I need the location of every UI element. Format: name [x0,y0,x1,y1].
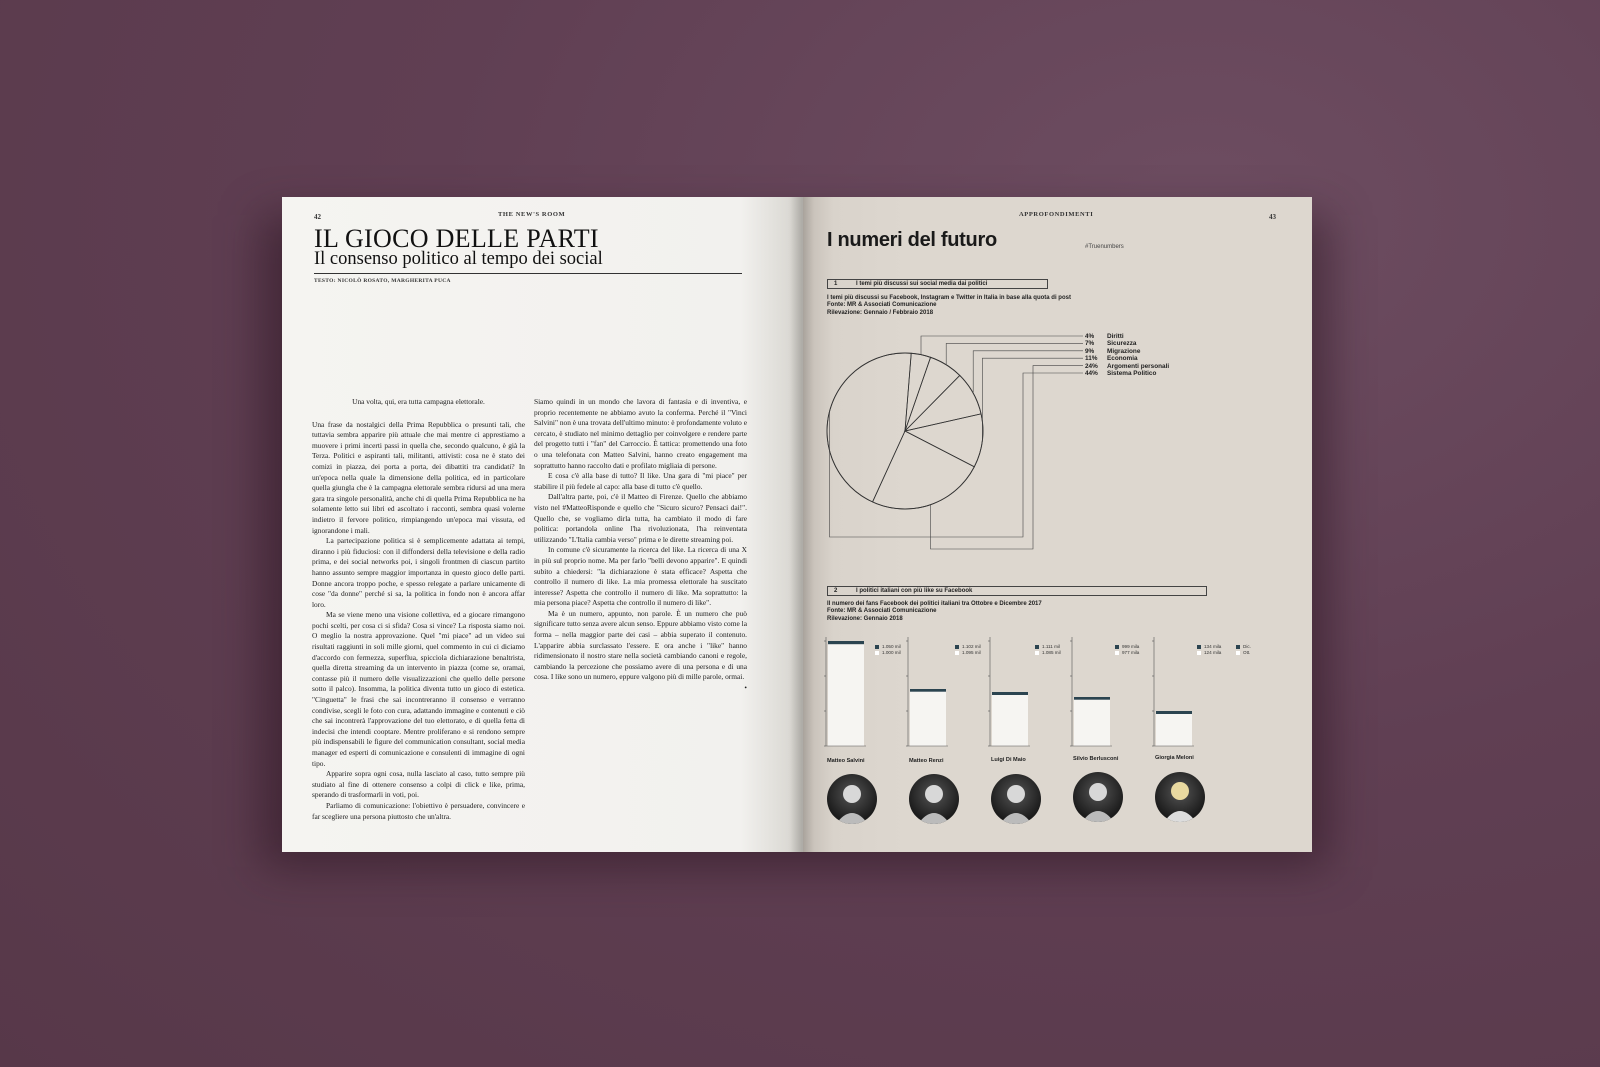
bar-ott [828,644,864,746]
paragraph: In comune c'è sicuramente la ricerca del like. La ricerca di una X in più sul proprio nome. Ma per farlo "belli devono apparire". E quindi subito a chiedersi: "la dichiarazione è stata efficace? Aspetta che controllo il numero di like. La mia promessa elettorale ha suscitato interesse? Aspetta che controllo il numero di like. Ma soprattutto: la mia persona piace? Aspetta che controllo il numero di like". [534,545,747,608]
title-rule [314,273,742,274]
dic-swatch [1236,645,1240,649]
bar-value-dic: 1.102 mil [962,644,981,649]
bar-dic [992,692,1028,695]
bar-value-dic: 134 mila [1204,644,1222,649]
ott-swatch [1197,651,1201,655]
section-2-source: Fonte: MR & Associati Comunicazione [827,608,937,615]
paragraph: Siamo quindi in un mondo che lavora di fantasia e di inventiva, e proprio recentemente ne abbiamo avuto la conferma. Perché il "Vinci Salvini" non è una trovata dell'ultimo minuto: è profondamente voluto e cercato, è studiato nel minimo dettaglio per coinvolgere e rendere parte del progetto tutti i "fan" del Carroccio. È tattica: promettendo una foto o una telefonata con Matteo Salvini, hanno creato engagement ma soprattutto hanno raccolto dati e profilato migliaia di persone. [534,397,747,470]
politician-name: Giorgia Meloni [1155,755,1194,761]
legend-dic: Dic. [1243,644,1251,649]
text-column-1 [312,397,525,837]
text-column-2 [534,397,747,727]
legend-percent: 11% [1085,355,1098,363]
running-header-left: THE NEW'S ROOM [498,211,566,218]
section-2-description: Il numero dei fans Facebook dei politici italiani tra Ottobre e Dicembre 2017 [827,601,1042,607]
bar-value-ott: 1.000 mil [882,650,901,655]
paragraph: Apparire sopra ogni cosa, nulla lasciato al caso, tutto sempre più studiato al fine di ottenere consenso a colpi di click e like, prima, sperando di trasformarli in voti, poi. [312,769,525,800]
dic-swatch [1115,645,1119,649]
infographic-title: I numeri del futuro [827,229,997,251]
avatar [1073,772,1123,822]
bar-value-labels [1035,644,1061,656]
section-1-number: 1 [834,281,838,287]
bar-ott [910,692,946,746]
section-1-survey: Rilevazione: Gennaio / Febbraio 2018 [827,309,934,316]
left-page [282,197,803,852]
bar-ott [1156,714,1192,746]
hashtag: #Truenumbers [1085,244,1124,250]
politician-name: Luigi Di Maio [991,757,1026,763]
bar-dic [1074,697,1110,700]
page-number-right: 43 [1269,213,1276,221]
legend-label: Migrazione [1107,347,1141,355]
paragraph: Dall'altra parte, poi, c'è il Matteo di Firenze. Quello che abbiamo visto nel #MatteoRisponde e quello che "Sicuro sicuro? Pensaci dai!". Quello che, se vogliamo dirla tutta, ha cambiato il modo di fare politica: portandola online l'ha rivoluzionata, l'ha reinventata utilizzando "L'Italia cambia verso" prima e le dirette streaming poi. [534,492,747,544]
legend-percent: 7% [1085,340,1095,348]
dic-swatch [1035,645,1039,649]
politician-name: Silvio Berlusconi [1073,756,1119,762]
person-icon [827,774,877,824]
bar-value-ott: 1.085 mil [1042,650,1061,655]
paragraph: Ma è un numero, appunto, non parole. È un numero che può significare tutto senza avere alcun senso. Eppure abbiamo visto come la forma – nella maggior parte dei casi – abbia superato il contenuto. L'apparire abbia surclassato l'essere. E ora anche i "like" hanno ridimensionato il nostro stare nella società cambiando canoni e regole, cambiando la percezione che possiamo avere di una persona e di una cosa. I like sono un numero, eppure valgono più di mille parole, ormai. [534,608,747,682]
bar-dic [828,641,864,644]
legend-label: Diritti [1107,333,1124,340]
bar-value-ott: 977 mila [1122,650,1140,655]
ott-swatch [955,651,959,655]
section-1-source: Fonte: MR & Associati Comunicazione [827,302,937,309]
legend-label: Argomenti personali [1107,362,1170,370]
legend-label: Sistema Politico [1107,370,1157,378]
bar-dic [910,689,946,692]
person-icon [909,774,959,824]
bar-value-ott: 124 mila [1204,650,1222,655]
dic-swatch [1197,645,1201,649]
avatar [1155,772,1205,822]
legend-percent: 9% [1085,347,1095,355]
legend-ott: Ott. [1243,650,1251,655]
bar-value-labels [955,644,981,656]
ott-swatch [1035,651,1039,655]
legend-percent: 44% [1085,370,1098,378]
article-title: IL GIOCO DELLE PARTI [314,224,599,253]
bar-value-labels [1197,644,1221,656]
avatar [827,774,877,824]
end-mark: • [744,683,747,693]
bar-dic [1156,711,1192,714]
legend-label: Economia [1107,355,1138,363]
person-icon [991,774,1041,824]
section-2-survey: Rilevazione: Gennaio 2018 [827,615,903,622]
legend-percent: 4% [1085,333,1095,340]
bar-value-ott: 1.095 mil [962,650,981,655]
bar-ott [992,695,1028,746]
bar-value-labels [875,644,901,656]
ott-swatch [1115,651,1119,655]
paragraph: La partecipazione politica si è semplicemente adattata ai tempi, diranno i più fiduciosi: con il diffondersi della televisione e della radio prima, e dei social networks poi, i singoli frontmen di ciascun partito hanno assunto sempre maggior importanza in questo gioco delle parti. Donne ancora troppo poche, e spesso relegate a parlare unicamente di cose "da donne" perché si sa, la politica in fondo non è ancora affar loro. [312,536,525,609]
bar-value-labels [1115,644,1139,656]
section-1-description: I temi più discussi su Facebook, Instagram e Twitter in Italia in base alla quota di post [827,295,1071,301]
section-2-number: 2 [834,588,838,594]
section-2-label: I politici italiani con più like su Facebook [856,588,973,594]
person-icon [1155,772,1205,822]
bar-series-legend [1236,644,1251,656]
bar-chart [803,197,1312,797]
avatar [909,774,959,824]
bar-value-dic: 1.111 mil [1042,644,1060,649]
right-page [803,197,1312,852]
ott-swatch [875,651,879,655]
politician-name: Matteo Salvini [827,758,865,764]
bar-ott [1074,700,1110,746]
avatar [991,774,1041,824]
legend-label: Sicurezza [1107,340,1137,348]
lead-sentence: Una volta, qui, era tutta campagna elettorale. [352,397,485,406]
ott-swatch [1236,651,1240,655]
section-1-label: I temi più discussi sui social media dai politici [856,281,988,287]
paragraph: Una frase da nostalgici della Prima Repubblica o presunti tali, che tuttavia sembra apparire più attuale che mai mentre ci apprestiamo a muovere i primi incerti passi in quella che, secondo qualcuno, è già la Terza. Politici e aspiranti tali, militanti, attivisti: cosa ne è stato dei comizi in piazza, dei porta a porta, dei dibattiti tra candidati? In un'epoca nella quale la dimensione della politica, ed in particolare quella giungla che è la campagna elettorale sembra ridursi ad una mera gara tra singole personalità, anche chi di quella Prima Repubblica ne ha solamente letto sui libri ed ascoltato i racconti, sembra quasi volerne indietro il fervore politico, rimpiangendo un'epoca mai vissuta, ed ignorandone i mali. [312,419,525,535]
running-header-right: APPROFONDIMENTI [1019,211,1094,218]
legend-percent: 24% [1085,362,1098,370]
person-icon [1073,772,1123,822]
politician-name: Matteo Renzi [909,758,944,764]
paragraph: E cosa c'è alla base di tutto? Il like. Una gara di "mi piace" per stabilire il più fedele al capo: alla base di tutto c'è quello. [534,471,747,491]
paragraph: Ma se viene meno una visione collettiva, ed a giocare rimangono pochi scelti, per cosa ci si sfida? Cosa si vince? La risposta siamo noi. O meglio la nostra approvazione. Quel "mi piace" ad un video sui risultati raggiunti in soli mille giorni, quel commento in cui ci diciamo d'accordo con fermezza, superflua, spicciola dichiarazione benaltrista, quella diretta streaming da un intervento in piazza (come se, oramai, contasse più il numero delle visualizzazioni che quello delle persone sotto il palco). Insomma, la politica diventa tutto un gioco di estetica. "Cinguetta" le frasi che sai incontreranno il consenso e verranno condivise, scegli le foto con cura, adattando immagine e contenuti e ciò che sai incontrerà l'approvazione del tuo elettorato, e di quella fetta di indecisi che intendi cooptare. Mentre proliferano e si rendono sempre più indispensabili le figure del communication consultant, social media manager ed esperti di comunicazione e consulenti di immagine di ogni tipo. [312,610,525,768]
dic-swatch [955,645,959,649]
dic-swatch [875,645,879,649]
byline: TESTO: NICOLÒ ROSATO, MARGHERITA PUCA [314,278,451,284]
bar-value-dic: 1.050 mil [882,644,901,649]
bar-value-dic: 999 mila [1122,644,1140,649]
paragraph: Parliamo di comunicazione: l'obiettivo è persuadere, convincere e far scegliere una persona piuttosto che un'altra. [312,800,525,821]
article-subtitle: Il consenso politico al tempo dei social [314,249,603,269]
page-number-left: 42 [314,213,321,221]
